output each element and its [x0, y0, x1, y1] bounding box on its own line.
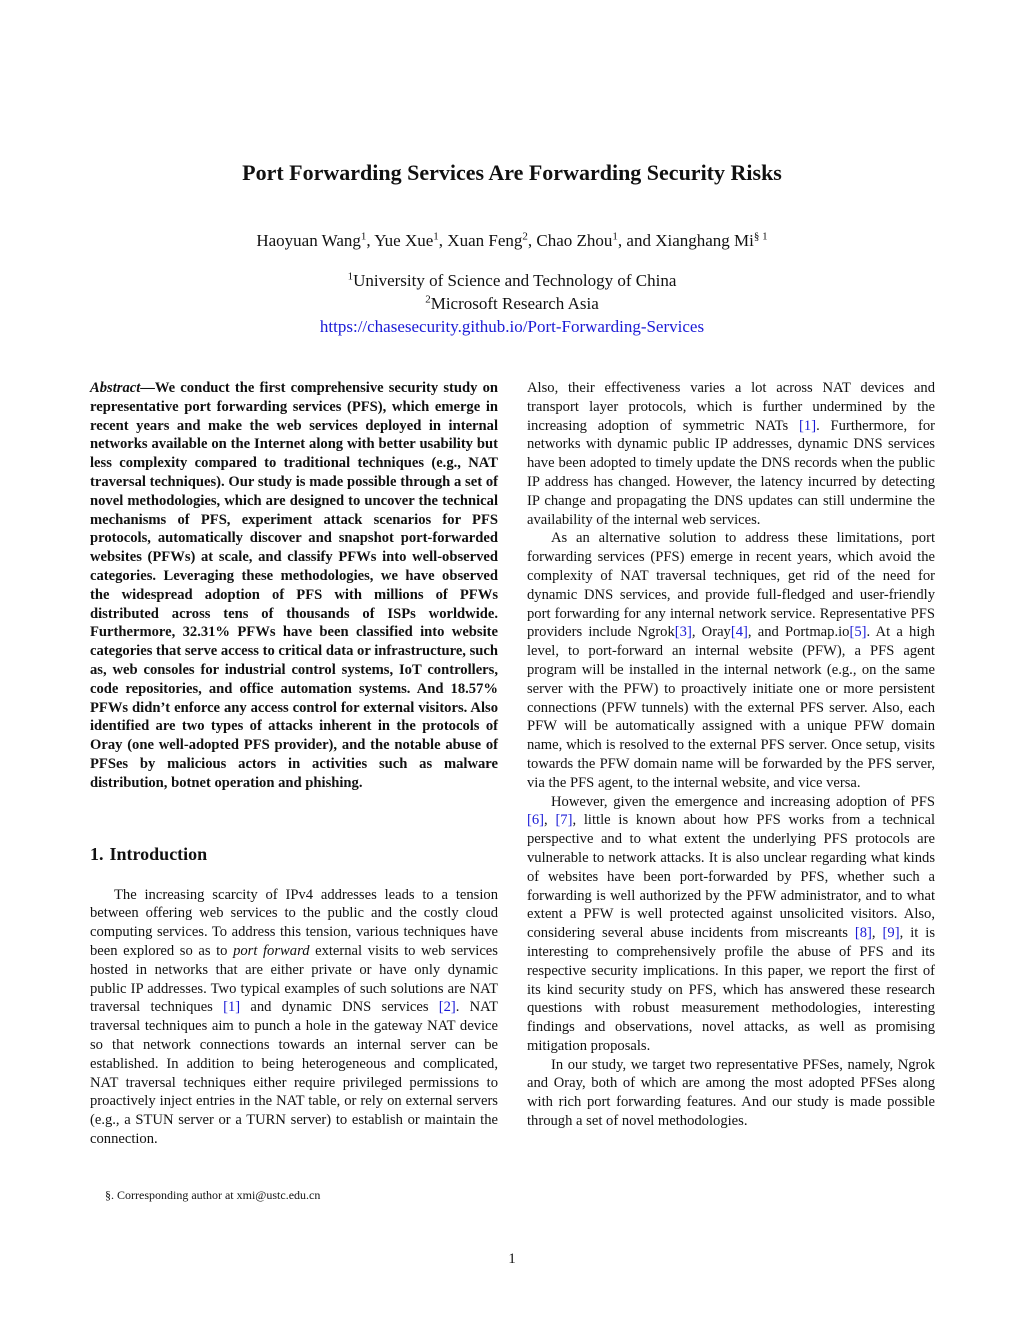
project-url-link[interactable]: https://chasesecurity.github.io/Port-Forwarding-Services: [319, 317, 705, 336]
text-run: , and Portmap.io: [747, 624, 850, 641]
text-run: and dynamic DNS services: [240, 999, 439, 1016]
paper-title: Port Forwarding Services Are Forwarding Security Risks: [242, 160, 782, 185]
affiliation-mark: 2: [425, 293, 431, 306]
text-run: , little is known about how PFS works from a technical perspective and to what extent the underlying PFS protocols are vulnerable to network attacks. It is also unclear regarding what kinds of websites have been port-forwarded by PFS, whether such a forwarding is well authorized by the PFW administrator, and to what extent a PFW is well protected against unsolicited visitors. Also, considering several abuse incidents from miscreants: [527, 812, 935, 942]
author-name: Haoyuan Wang: [256, 231, 361, 250]
affiliation-name: Microsoft Research Asia: [430, 294, 599, 313]
affiliation-mark: 1: [347, 270, 354, 283]
body-paragraph: [527, 793, 935, 1056]
author-affil-mark: 1: [360, 230, 367, 243]
intro-paragraph: [90, 886, 498, 1149]
author-name: Xianghang Mi: [655, 231, 754, 250]
citation-link[interactable]: [7]: [555, 812, 573, 829]
citation-link[interactable]: [8]: [854, 925, 872, 942]
text-run: The increasing scarcity of IPv4 addresses leads to a tension between offering web services to the public and the costly cloud computing services. To address this tension, various techniques have been explored so as to: [90, 886, 498, 959]
text-run: ,: [871, 925, 883, 942]
text-run: . NAT traversal techniques aim to punch a hole in the gateway NAT device so that network connections towards an internal server can be established. In addition to being heterogeneous and complicated, NAT traversal techniques either require privileged permissions to proactively inject entries in the NAT table, or rely on external servers (e.g., a STUN server or a TURN server) to establish or maintain the connection.: [90, 999, 499, 1147]
text-run: However, given the emergence and increasing adoption of PFS: [551, 793, 935, 810]
citation-link[interactable]: [5]: [849, 624, 867, 641]
section-title: Introduction: [109, 843, 208, 864]
affiliation-name: University of Science and Technology of China: [353, 271, 677, 290]
author-name: Chao Zhou: [536, 231, 613, 250]
affiliation: [0, 269, 1024, 292]
author-affil-mark: 1: [612, 230, 618, 243]
text-run: As an alternative solution to address these limitations, port forwarding services (PFS) emerge in recent years, which avoid the complexity of NAT traversal techniques, get rid of the need for dynamic DNS services, and provide full-fledged and user-friendly port forwarding for any internal network service. Representative PFS providers include Ngrok: [527, 530, 935, 641]
citation-link[interactable]: [1]: [799, 417, 817, 434]
text-run: external visits to web services hosted in networks that are either private or have only dynamic public IP addresses. Two typical examples of such solutions are NAT traversal techniques: [90, 942, 498, 1016]
citation-link[interactable]: [2]: [438, 999, 456, 1016]
author-connector: and: [626, 231, 651, 250]
body-paragraph: [527, 529, 935, 792]
text-run: Also, their effectiveness varies a lot across NAT devices and transport layer protocols, which is further undermined by the increasing adoption of symmetric NATs: [527, 380, 935, 434]
author-affil-mark: § 1: [753, 230, 768, 243]
citation-link[interactable]: [6]: [527, 812, 545, 829]
emphasis: port forward: [233, 942, 310, 959]
text-run: . Furthermore, for networks with dynamic public IP addresses, dynamic DNS services have been adopted to timely update the DNS records when the public IP address has changed. However, the latency incurred by detecting IP change and propagating the DNS updates can still undermine the availability of the internal web services.: [527, 417, 935, 528]
citation-link[interactable]: [4]: [730, 624, 748, 641]
citation-link[interactable]: [9]: [882, 925, 900, 942]
abstract: [90, 379, 498, 793]
author-name: Xuan Feng: [447, 231, 523, 250]
abstract-label: Abstract: [90, 380, 141, 396]
page-number: 1: [508, 1251, 516, 1267]
footnote: §. Corresponding author at xmi@ustc.edu.cn: [105, 1188, 321, 1202]
body-paragraph: [527, 379, 935, 529]
abstract-text: We conduct the first comprehensive security study on representative port forwarding services (PFS), which emerge in recent years and make the web services deployed in internal networks available on the Internet along with better usability but less complexity compared to traditional techniques (e.g., NAT traversal techniques). Our study is made possible through a set of novel methodologies, which are designed to uncover the technical mechanisms of PFS, experiment attack scenarios for PFS protocols, automatically discover and snapshot port-forwarded websites (PFWs) at scale, and classify PFWs into well-observed categories. Leveraging these methodologies, we have observed the widespread adoption of PFS with millions of PFWs distributed across tens of thousands of ISPs worldwide. Furthermore, 32.31% PFWs have been classified into website categories that serve access to critical data or infrastructure, such as, web consoles for industrial control systems, IoT controllers, code repositories, and office automation systems. And 18.57% PFWs didn’t enforce any access control for external visitors. Also identified are two types of attacks inherent in the protocols of Oray (one well-adopted PFS provider), and the notable abuse of PFSes by malicious actors in activities such as malware distribution, botnet operation and phishing.: [90, 380, 498, 791]
right-column: [527, 379, 935, 1131]
author-list: Haoyuan Wang$^1$, Yue Xue$^1$, Xuan Feng$^2$, Chao Zhou$^1$, and Xianghang Mi$^{\S 1}$: [256, 230, 768, 250]
abstract-dash: —: [140, 380, 155, 396]
body-paragraph: In our study, we target two representative PFSes, namely, Ngrok and Oray, both of which are among the most adopted PFSes along with rich port forwarding features. And our study is made possible through a set of novel methodologies.: [527, 1056, 935, 1130]
affiliations: [0, 269, 1024, 338]
text-run: ,: [544, 812, 556, 829]
citation-link[interactable]: [1]: [223, 999, 241, 1016]
section-number: 1.: [90, 843, 104, 864]
text-run: , it is interesting to comprehensively profile the abuse of PFS and its respective security implications. In this paper, we report the first of its kind security study on PFS, which has answered these research questions with robust measurement methodologies, interesting findings and observations, novel attacks, as well as promising mitigation proposals.: [527, 925, 935, 1054]
author-affil-mark: 1: [433, 230, 439, 243]
section-heading: [90, 842, 498, 866]
left-column: [90, 379, 498, 1149]
citation-link[interactable]: [3]: [674, 624, 692, 641]
affiliation: [0, 292, 1024, 315]
text-run: , Oray: [691, 624, 731, 641]
author-affil-mark: 2: [522, 230, 528, 243]
author-name: Yue Xue: [374, 231, 434, 250]
text-run: . At a high level, to port-forward an internal website (PFW), a PFS agent program will be installed in the internal network (e.g., on the same server with the PFW) to proactively initiate one or more persistent connections (PFW tunnels) with the external PFS server. Also, each PFW will be automatically assigned with a unique PFW domain name, which is resolved to the external PFS server. Once setup, visits towards the PFW domain name will be forwarded by the PFS server, via the PFS agent, to the internal website, and vice versa.: [527, 624, 935, 791]
